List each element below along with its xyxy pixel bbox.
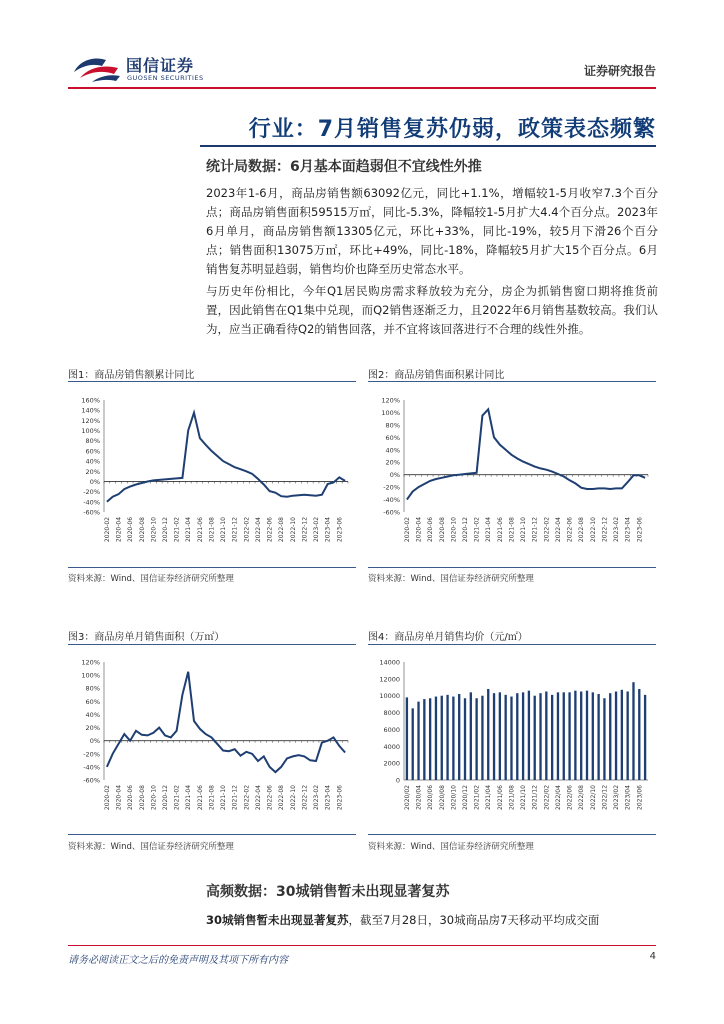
bar xyxy=(539,693,541,780)
bar xyxy=(435,697,437,780)
x-tick-label: 2021-06 xyxy=(196,517,204,543)
x-tick-label: 2022/02 xyxy=(543,784,551,810)
bar xyxy=(568,692,570,780)
x-tick-label: 2022-12 xyxy=(301,516,309,543)
x-tick-label: 2022-06 xyxy=(566,517,574,543)
x-tick-label: 2021-02 xyxy=(173,516,181,543)
x-tick-label: 2020-10 xyxy=(150,785,158,811)
y-tick-label: 80% xyxy=(385,421,400,430)
x-tick-label: 2020-12 xyxy=(162,517,169,543)
x-tick-label: 2021/04 xyxy=(485,784,493,810)
x-tick-label: 2022-02 xyxy=(543,516,551,543)
x-tick-label: 2023-04 xyxy=(624,517,632,543)
y-tick-label: -40% xyxy=(83,763,100,772)
x-tick-label: 2021-10 xyxy=(520,517,528,543)
bar xyxy=(510,697,512,780)
y-tick-label: 20% xyxy=(385,458,400,467)
x-tick-label: 2021/12 xyxy=(531,784,539,810)
bar xyxy=(621,690,623,780)
report-type-label: 证券研究报告 xyxy=(583,64,656,78)
y-tick-label: -20% xyxy=(83,750,100,759)
x-tick-label: 2020-12 xyxy=(162,785,169,811)
fig4-top-rule xyxy=(368,644,656,645)
y-tick-label: 100% xyxy=(81,427,100,436)
x-tick-label: 2021-08 xyxy=(208,517,216,543)
x-tick-label: 2022/10 xyxy=(589,784,597,810)
bar xyxy=(406,697,408,780)
bar xyxy=(446,695,448,780)
x-tick-label: 2020-12 xyxy=(462,517,469,543)
bar xyxy=(487,689,489,780)
fig2-source: 资料来源：Wind、国信证券经济研究所整理 xyxy=(368,574,534,584)
x-tick-label: 2023/06 xyxy=(636,785,644,810)
bar xyxy=(505,695,507,780)
bar xyxy=(615,692,617,781)
x-tick-label: 2020-10 xyxy=(450,517,458,543)
logo-text-en: GUOSEN SECURITIES xyxy=(127,74,204,82)
x-tick-label: 2022-08 xyxy=(578,517,586,543)
y-tick-label: 20% xyxy=(85,724,100,733)
bar xyxy=(597,694,599,780)
x-tick-label: 2020-10 xyxy=(150,517,158,543)
y-tick-label: 0 xyxy=(395,776,400,785)
bottom-section-title: 高频数据：30城销售暂未出现显著复苏 xyxy=(206,884,450,900)
bar xyxy=(481,696,483,780)
x-tick-label: 2020/06 xyxy=(427,784,435,810)
x-tick-label: 2020-08 xyxy=(438,517,446,543)
series-line xyxy=(107,672,345,772)
bar xyxy=(534,696,536,780)
y-tick-label: 4000 xyxy=(383,742,400,751)
fig4-bottom-rule xyxy=(368,834,656,835)
fig2-chart xyxy=(368,396,656,564)
footer-divider xyxy=(68,945,656,946)
y-tick-label: 60% xyxy=(85,697,100,706)
x-tick-label: 2022-06 xyxy=(266,785,274,811)
fig2-caption: 图2：商品房销售面积累计同比 xyxy=(368,370,505,381)
section-title: 行业：7月销售复苏仍弱，政策表态频繁 xyxy=(248,117,656,142)
x-tick-label: 2022-12 xyxy=(301,784,309,811)
bar xyxy=(499,692,501,780)
y-tick-label: 10000 xyxy=(379,692,400,701)
x-tick-label: 2020-02 xyxy=(403,516,411,543)
x-tick-label: 2022-02 xyxy=(243,784,251,811)
x-tick-label: 2023-06 xyxy=(336,785,344,811)
y-tick-label: 0% xyxy=(89,477,100,486)
bar xyxy=(586,691,588,780)
x-tick-label: 2020-02 xyxy=(103,516,111,543)
guosen-logo-icon xyxy=(72,50,122,84)
x-tick-label: 2020-08 xyxy=(138,785,146,811)
x-tick-label: 2021-06 xyxy=(496,517,504,543)
y-tick-label: 80% xyxy=(85,437,100,446)
x-tick-label: 2023/04 xyxy=(624,785,632,810)
y-tick-label: -20% xyxy=(383,483,400,492)
fig4-chart xyxy=(368,658,656,832)
fig1-top-rule xyxy=(68,381,356,382)
header-divider xyxy=(68,87,656,89)
x-tick-label: 2020-04 xyxy=(115,516,123,543)
y-tick-label: 120% xyxy=(381,396,400,405)
x-tick-label: 2021/08 xyxy=(508,785,516,810)
fig4-source: 资料来源：Wind、国信证券经济研究所整理 xyxy=(368,842,534,852)
x-tick-label: 2021-08 xyxy=(508,517,516,543)
x-tick-label: 2020-04 xyxy=(115,784,123,811)
y-tick-label: 120% xyxy=(81,658,100,667)
x-tick-label: 2021-04 xyxy=(485,516,493,543)
bar xyxy=(493,693,495,780)
y-tick-label: 100% xyxy=(381,408,400,417)
x-tick-label: 2020/04 xyxy=(415,784,423,810)
series-line xyxy=(407,409,645,499)
x-tick-label: 2020/10 xyxy=(450,785,458,810)
x-tick-label: 2021-12 xyxy=(231,784,239,811)
y-tick-label: -40% xyxy=(383,496,400,505)
x-tick-label: 2021-10 xyxy=(220,517,228,543)
x-tick-label: 2022-06 xyxy=(266,517,274,543)
x-tick-label: 2022-10 xyxy=(289,784,297,811)
x-tick-label: 2023-02 xyxy=(613,516,620,543)
x-tick-label: 2022-12 xyxy=(601,516,609,543)
y-tick-label: 6000 xyxy=(383,725,400,734)
fig2-top-rule xyxy=(368,381,656,382)
y-tick-label: 100% xyxy=(81,671,100,680)
footer-disclaimer: 请务必阅读正文之后的免责声明及其项下所有内容 xyxy=(68,955,288,966)
fig3-bottom-rule xyxy=(68,834,356,835)
x-tick-label: 2022-08 xyxy=(278,785,286,811)
bar xyxy=(609,693,611,780)
y-tick-label: 20% xyxy=(85,467,100,476)
paragraph-2: 与历史年份相比，今年Q1居民购房需求释放较为充分，房企为抓销售窗口期将推货前置，因此销售在Q1集中兑现，而Q2销售逐渐乏力，且2022年6月销售基数较高。我们认为，应当正确看待Q2的销售回落，并不宜将该回落进行不合理的线性外推。 xyxy=(206,284,658,336)
y-tick-label: 2000 xyxy=(383,759,400,768)
x-tick-label: 2021-04 xyxy=(185,516,193,543)
x-tick-label: 2021-10 xyxy=(220,785,228,811)
bar xyxy=(528,691,530,780)
bar xyxy=(441,696,443,780)
x-tick-label: 2022-04 xyxy=(555,517,562,543)
bar xyxy=(412,708,414,780)
bar xyxy=(574,691,576,780)
page-number: 4 xyxy=(649,951,656,962)
x-tick-label: 2021-12 xyxy=(531,516,539,543)
x-tick-label: 2023-04 xyxy=(324,785,332,811)
x-tick-label: 2020-06 xyxy=(127,784,135,811)
x-tick-label: 2023/02 xyxy=(613,784,620,810)
x-tick-label: 2022-10 xyxy=(289,516,297,543)
bar xyxy=(592,692,594,780)
x-tick-label: 2022/12 xyxy=(601,784,609,810)
y-tick-label: -60% xyxy=(383,508,400,517)
fig3-top-rule xyxy=(68,644,356,645)
x-tick-label: 2021-04 xyxy=(185,784,193,811)
fig3-source: 资料来源：Wind、国信证券经济研究所整理 xyxy=(68,842,234,852)
x-tick-label: 2021/02 xyxy=(473,784,481,810)
bottom-lead-rest: ，截至7月28日，30城商品房7天移动平均成交面 xyxy=(348,913,600,927)
section-title-divider xyxy=(200,145,656,147)
x-tick-label: 2022-04 xyxy=(255,785,262,811)
bar xyxy=(557,692,559,780)
x-tick-label: 2021/10 xyxy=(520,785,528,810)
x-tick-label: 2022/08 xyxy=(578,785,586,810)
x-tick-label: 2020-04 xyxy=(415,516,423,543)
bar xyxy=(516,693,518,780)
fig1-chart xyxy=(68,396,356,564)
bottom-paragraph xyxy=(206,911,658,930)
y-tick-label: 0% xyxy=(89,737,100,746)
x-tick-label: 2022-02 xyxy=(243,516,251,543)
fig3-chart xyxy=(68,658,356,832)
fig1-bottom-rule xyxy=(68,567,356,568)
y-tick-label: 80% xyxy=(85,684,100,693)
x-tick-label: 2020/12 xyxy=(462,785,469,810)
y-tick-label: 60% xyxy=(385,433,400,442)
bar xyxy=(627,692,629,781)
x-tick-label: 2020/02 xyxy=(403,784,411,810)
y-tick-label: 40% xyxy=(85,710,100,719)
bar xyxy=(423,699,425,780)
bar xyxy=(522,692,524,780)
bar xyxy=(458,694,460,780)
logo-text-cn: 国信证券 xyxy=(126,56,195,75)
y-tick-label: 8000 xyxy=(383,709,400,718)
x-tick-label: 2020-06 xyxy=(427,516,435,543)
fig2-bottom-rule xyxy=(368,567,656,568)
bar xyxy=(429,698,431,780)
y-tick-label: 140% xyxy=(81,406,100,415)
y-tick-label: 40% xyxy=(85,457,100,466)
x-tick-label: 2020-02 xyxy=(103,784,111,811)
x-tick-label: 2022-04 xyxy=(255,517,262,543)
x-tick-label: 2021-06 xyxy=(196,785,204,811)
x-tick-label: 2023-02 xyxy=(313,516,320,543)
y-tick-label: 12000 xyxy=(379,675,400,684)
y-tick-label: -60% xyxy=(83,776,100,785)
x-tick-label: 2022/04 xyxy=(555,785,562,810)
y-tick-label: 120% xyxy=(81,416,100,425)
x-tick-label: 2021-08 xyxy=(208,785,216,811)
y-tick-label: 160% xyxy=(81,396,100,405)
fig1-source: 资料来源：Wind、国信证券经济研究所整理 xyxy=(68,574,234,584)
bar xyxy=(475,698,477,780)
x-tick-label: 2023-06 xyxy=(336,517,344,543)
series-line xyxy=(107,413,345,502)
y-tick-label: 0% xyxy=(389,471,400,480)
fig4-caption: 图4：商品房单月销售均价（元/㎡） xyxy=(368,632,528,643)
y-tick-label: -60% xyxy=(83,508,100,517)
bar xyxy=(563,692,565,780)
y-tick-label: 40% xyxy=(385,446,400,455)
fig1-caption: 图1：商品房销售额累计同比 xyxy=(68,370,195,381)
bar xyxy=(551,695,553,780)
bottom-lead-bold: 30城销售暂未出现显著复苏 xyxy=(206,913,349,927)
bar xyxy=(644,695,646,780)
y-tick-label: 14000 xyxy=(379,658,400,667)
x-tick-label: 2021/06 xyxy=(496,785,504,810)
x-tick-label: 2022-10 xyxy=(589,516,597,543)
x-tick-label: 2022/06 xyxy=(566,785,574,810)
x-tick-label: 2020-08 xyxy=(138,517,146,543)
x-tick-label: 2021-02 xyxy=(473,516,481,543)
bar xyxy=(632,682,634,780)
bar xyxy=(603,698,605,780)
bar xyxy=(580,692,582,781)
y-tick-label: -20% xyxy=(83,488,100,497)
x-tick-label: 2022-08 xyxy=(278,517,286,543)
x-tick-label: 2023-04 xyxy=(324,517,332,543)
paragraph-1: 2023年1-6月，商品房销售额63092亿元，同比+1.1%，增幅较1-5月收窄7.3个百分点；商品房销售面积59515万㎡，同比-5.3%，降幅较1-5月扩大4.4个百分点。2023年6月单月，商品房销售额13305亿元，环比+33%，同比-19%，较5月下滑26个百分点；销售面积13075万㎡，环比+49%，同比-18%，降幅较5月扩大15个百分点。6月销售复苏明显趋弱，销售均价也降至历史常态水平。 xyxy=(206,186,658,276)
x-tick-label: 2020/08 xyxy=(438,785,446,810)
x-tick-label: 2020-06 xyxy=(127,516,135,543)
x-tick-label: 2023-06 xyxy=(636,517,644,543)
y-tick-label: 60% xyxy=(85,447,100,456)
section-subtitle: 统计局数据：6月基本面趋弱但不宜线性外推 xyxy=(206,159,482,175)
bar xyxy=(638,689,640,780)
y-tick-label: -40% xyxy=(83,498,100,507)
x-tick-label: 2021-02 xyxy=(173,784,181,811)
x-tick-label: 2021-12 xyxy=(231,516,239,543)
bar xyxy=(452,697,454,780)
bar xyxy=(470,692,472,780)
bar xyxy=(464,698,466,780)
x-tick-label: 2023-02 xyxy=(313,784,320,811)
bar xyxy=(545,692,547,781)
fig3-caption: 图3：商品房单月销售面积（万㎡） xyxy=(68,632,225,643)
bar xyxy=(417,702,419,780)
